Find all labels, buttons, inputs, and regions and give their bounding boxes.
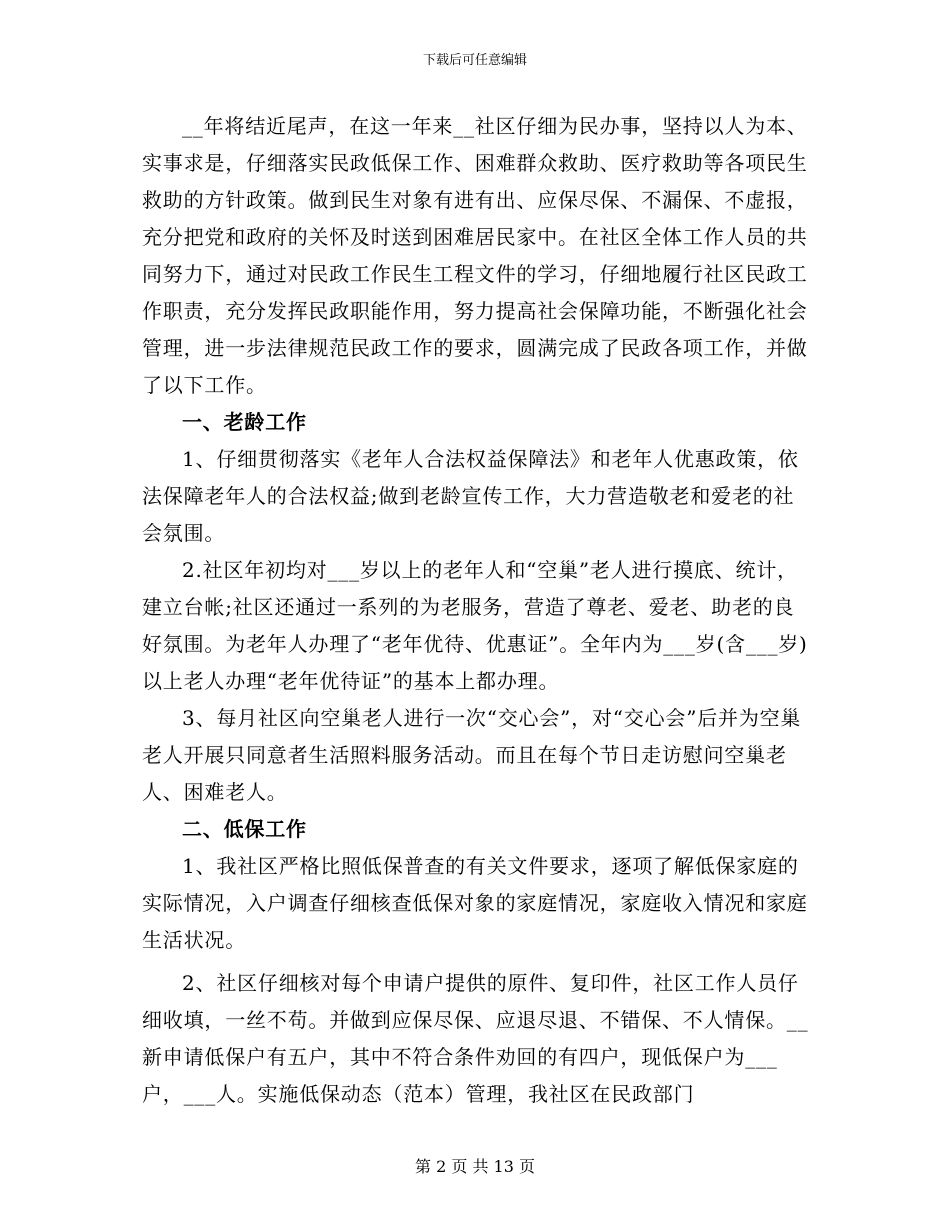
section-heading-elderly: 一、老龄工作	[182, 410, 307, 434]
elderly-paragraph-1: 1、仔细贯彻落实《老年人合法权益保障法》和老年人优惠政策，依法保障老年人的合法权益;做到老龄宣传工作，大力营造敬老和爱老的社会氛围。	[142, 447, 799, 545]
page-footer: 第 2 页 共 13 页	[415, 1157, 535, 1176]
intro-paragraph: __年将结近尾声，在这一年来__社区仔细为民办事，坚持以人为本、实事求是，仔细落实民政低保工作、困难群众救助、医疗救助等各项民生救助的方针政策。做到民生对象有进有出、应保尽保、不漏保、不虚报，充分把党和政府的关怀及时送到困难居民家中。在社区全体工作人员的共同努力下，通过对民政工作民生工程文件的学习，仔细地履行社区民政工作职责，充分发挥民政职能作用，努力提高社会保障功能，不断强化社会管理，进一步法律规范民政工作的要求，圆满完成了民政各项工作，并做了以下工作。	[142, 114, 808, 397]
page-header: 下载后可任意编辑	[422, 53, 527, 68]
subsistence-paragraph-1: 1、我社区严格比照低保普查的有关文件要求，逐项了解低保家庭的实际情况，入户调查仔细核查低保对象的家庭情况，家庭收入情况和家庭生活状况。	[142, 854, 808, 952]
section-heading-subsistence: 二、低保工作	[182, 817, 307, 841]
subsistence-paragraph-2: 2、社区仔细核对每个申请户提供的原件、复印件，社区工作人员仔细收填，一丝不苟。并做到应保尽保、应退尽退、不错保、不人情保。__新申请低保户有五户，其中不符合条件劝回的有四户，现低保户为___户，___人。实施低保动态（范本）管理，我社区在民政部门	[142, 971, 809, 1106]
elderly-paragraph-2: 2.社区年初均对___岁以上的老年人和“空巢”老人进行摸底、统计，建立台帐;社区还通过一系列的为老服务，营造了尊老、爱老、助老的良好氛围。为老年人办理了“老年优待、优惠证”。全年内为___岁(含___岁)以上老人办理“老年优待证”的基本上都办理。	[142, 558, 808, 693]
document-body	[142, 108, 814, 1113]
elderly-paragraph-3: 3、每月社区向空巢老人进行一次“交心会”，对“交心会”后并为空巢老人开展只同意者生活照料服务活动。而且在每个节日走访慰问空巢老人、困难老人。	[142, 706, 802, 804]
